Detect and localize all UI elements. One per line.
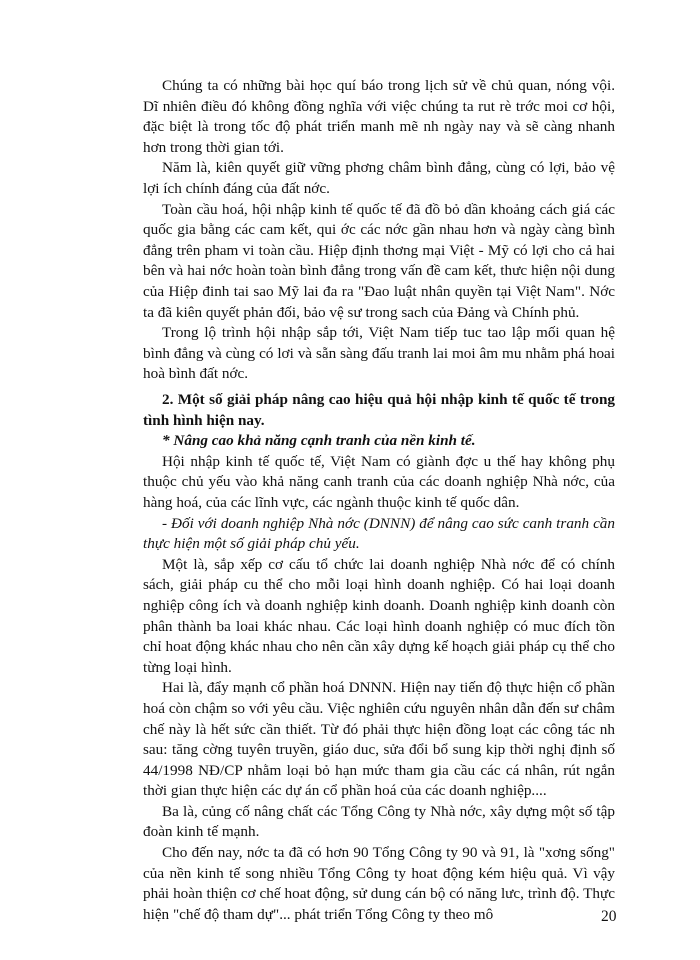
section-subheading: * Nâng cao khả năng cạnh tranh của nền kinh tế. bbox=[162, 432, 476, 450]
paragraph-globalization: Toàn cầu hoá, hội nhập kinh tế quốc tế đã đồ bỏ dần khoảng cách giá các quốc gia bằng các cam kết, qui ớc các nớc gần nhau hơn và ngày càng bình đẳng trên pham vi toàn cầu. Hiệp định thơng mại Việt - Mỹ có lợi cho cả hai bên và hai nớc hoàn toàn bình đẳng trong vấn đề cam kết, thưc hiện nội dung của Hiệp đinh tai sao Mỹ lai đa ra "Đao luật nhân quyền tại Việt Nam". Nớc ta đã kiên quyết phản đối, bảo vệ sư trong sach của Đảng và Chính phủ. bbox=[143, 200, 615, 321]
section-heading: 2. Một số giải pháp nâng cao hiệu quả hội nhập kinh tế quốc tế trong tình hình hiện nay. bbox=[143, 391, 615, 429]
paragraph-roadmap: Trong lộ trình hội nhập sắp tới, Việt Nam tiếp tuc tao lập mối quan hệ bình đẳng và cùng có lơi và sẵn sàng đấu tranh lai moi âm mu nhằm phá hoai hoà bình đất nớc. bbox=[143, 324, 615, 383]
page-number: 20 bbox=[601, 908, 617, 925]
paragraph-third-solution: Ba là, củng cố nâng chất các Tổng Công ty Nhà nớc, xây dựng một số tập đoàn kinh tế mạnh. bbox=[143, 802, 615, 841]
paragraph-lessons: Chúng ta có những bài học quí báo trong lịch sử về chủ quan, nóng vội. Dĩ nhiên điều đó không đồng nghĩa với việc chúng ta rut rè trớc moi cơ hội, đặc biệt là trong tốc độ phát triển manh mẽ nh ngày nay và sẽ càng nhanh hơn trong thời gian tới. bbox=[143, 77, 615, 156]
paragraph-second-solution: Hai là, đẩy mạnh cổ phần hoá DNNN. Hiện nay tiến độ thực hiện cổ phần hoá còn chậm so với yêu cầu. Việc nghiên cứu nguyên nhân dẫn đến sư châm chế này là hết sức cần thiết. Từ đó phải thực hiện đồng loạt các công tác nh sau: tăng cờng tuyên truyền, giáo duc, sửa đổi bổ sung kịp thời nghị định số 44/1998 NĐ/CP nhằm loại bỏ hạn mức tham gia cầu các cá nhân, rút ngắn thời gian thực hiện các dự án cổ phần hoá của các doanh nghiệp.... bbox=[143, 679, 615, 800]
top-text-block bbox=[143, 76, 615, 385]
paragraph-integration: Hội nhập kinh tế quốc tế, Việt Nam có giành đợc u thế hay không phụ thuộc chủ yếu vào khả năng canh tranh của các doanh nghiệp Nhà nớc, của hàng hoá, của các lĩnh vực, các ngành thuộc kinh tế quốc dân. bbox=[143, 452, 615, 511]
bottom-text-block bbox=[143, 390, 615, 925]
paragraph-first-solution: Một là, sắp xếp cơ cấu tổ chức lai doanh nghiệp Nhà nớc để có chính sách, giải pháp cu thể cho mỗi loại hình doanh nghiệp. Có hai loại doanh nghiệp công ích và doanh nghiệp kinh doanh. Doanh nghiệp kinh doanh còn phân thành ba loai khác nhau. Các loại hình doanh nghiệp có muc đích tồn chỉ hoat động khác nhau cho nên cần xây dựng kế hoạch giải pháp cụ thể cho từng loại hình. bbox=[143, 555, 615, 676]
italic-note: - Đối với doanh nghiệp Nhà nớc (DNNN) để nâng cao sức canh tranh cần thực hiện một số giải pháp chủ yếu. bbox=[143, 514, 615, 553]
paragraph-fifth-point: Năm là, kiên quyết giữ vững phơng châm bình đẳng, cùng có lợi, bảo vệ lợi ích chính đáng của đất nớc. bbox=[143, 159, 615, 197]
paragraph-corporations: Cho đến nay, nớc ta đã có hơn 90 Tổng Công ty 90 và 91, là "xơng sống" của nền kinh tế song nhiều Tổng Công ty hoat động kém hiệu quả. Vì vậy phải hoàn thiện cơ chế hoat động, sử dung cán bộ có năng lưc, trình độ. Thực hiện "chế độ tham dự"... phát triển Tổng Công ty theo mô bbox=[143, 844, 615, 923]
